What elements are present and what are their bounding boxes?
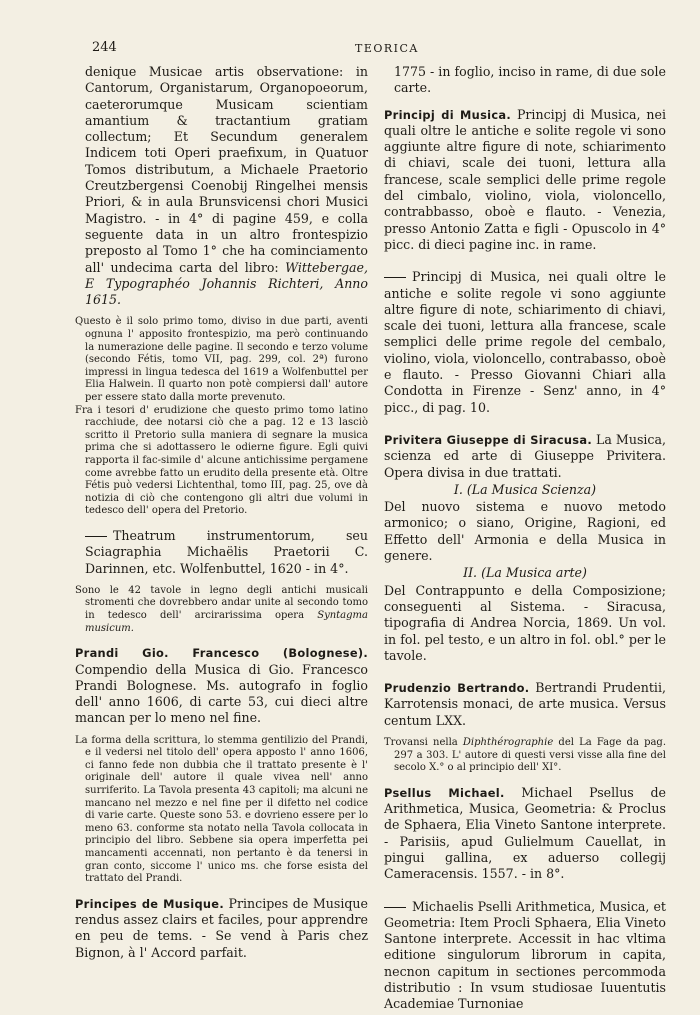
praetorius-entry-text: denique Musicae artis observatione: in Cantorum, Organistarum, Organopoeorum, caeterorumque Musicam scientiam amantium & tractantium gratiam collectum; Et Secundum generalem Indicem toti Operi praefixum, in Quatuor Tomos distributum, a Michaele Praetorio Creutzbergensi Coenobij Ringelhei mensis Priori, & in aula Brunsvicensi chori Musici Magistro. - in 4° di pagine 459, e colla seguente data in un altro frontespizio preposto al Tomo 1° che ha cominciamento all' undecima carta del libro: Wittebergae, E Typographéo Johannis Richteri, Anno 1615. <box>85 64 368 308</box>
principes-entry: Principes de Musique. Principes de Musique rendus assez clairs et faciles, pour apprendre en peu de tems. - Se vend à Paris chez Bignon, à l' Accord parfait. <box>75 895 368 960</box>
entry-heading-privitera: Privitera Giuseppe di Siracusa. <box>384 432 592 447</box>
em-dash-rule <box>384 907 406 908</box>
entry-heading-prandi: Prandi Gio. Francesco (Bolognese). <box>75 646 368 661</box>
footnote-praetorius-2: Fra i tesori d' erudizione che questo primo tomo latino racchiude, dee notarsi ciò che a pag. 12 e 13 lasciò scritto il Pretorio sulla maniera di segnare la musica prima che si adottassero le odierne figure. Egli quivi rapporta il fac-simile d' alcune antichissime pergamene come avrebbe fatto un erudito della presente età. Oltre Fétis può vedersi Lichtenthal, tomo III, pag. 25, ove dà notizia di ciò che contengono gli altri due volumi in tedesco dell' opera del Pretorio. <box>75 404 368 517</box>
footnote-prandi: La forma della scrittura, lo stemma gentilizio del Prandi, e il vedersi nel titolo dell' opera apposto l' anno 1606, ci fanno fede non dubbia che il trattato presente è l' originale dell' autore il quale vivea nell' anno surriferito. La Tavola presenta 43 capitoli; ma alcuni ne mancano nel mezzo e nel fine per il difetto nel codice di varie carte. Queste sono 53. e dovrieno essere per lo meno 63. conforme sta notato nella Tavola collocata in principio del libro. Sebbene sia opera imperfetta pei mancamenti accennati, non pertanto è da tenersi in gran conto, siccome l' unico ms. che forse esista del trattato del Prandi. <box>75 734 368 885</box>
principes-entry-continued: 1775 - in foglio, inciso in rame, di due sole carte. <box>394 64 666 96</box>
footnote-praetorius-1: Questo è il solo primo tomo, diviso in due parti, aventi ognuna l' apposito frontespizio, ma però continuando la numerazione delle pagine. Il secondo e terzo volume (secondo Fétis, tomo VII, pag. 299, col. 2ª) furono impressi in lingua tedesca del 1619 a Wolfenbuttel per Elia Halwein. Il quarto non potè compiersi dall' autore per essere stato dalla morte prevenuto. <box>75 316 368 404</box>
prandi-entry: Prandi Gio. Francesco (Bolognese). Compendio della Musica di Gio. Francesco Prandi Bolognese. Ms. autografo in foglio dell' anno 1606, di carte 53, cui dieci altre mancan per lo meno nel fine. <box>75 646 368 726</box>
running-head: TEORICA <box>355 42 419 55</box>
entry-heading-principes: Principes de Musique. <box>75 896 224 911</box>
principj-entry: Principj di Musica. Principj di Musica, nei quali oltre le antiche e solite regole vi sono aggiunte altre figure di note, schiarimento di chiavi, scale dei tuoni, lettura alla francese, scale semplici delle prime regole del cimbalo, violino, viola, violoncello, contrabbasso, oboè e flauto. - Venezia, presso Antonio Zatta e figli - Opuscolo in 4° picc. di dieci pagine inc. in rame. <box>384 106 667 252</box>
prudenzio-entry: Prudenzio Bertrando. Bertrandi Prudentii, Karrotensis monaci, de arte musica. Versus centum LXX. <box>384 680 666 728</box>
privitera-treatise-2: II. (La Musica arte) <box>463 565 587 581</box>
footnote-theatrum: Sono le 42 tavole in legno degli antichi musicali stromenti che dovrebbero andar unite al secondo tomo in tedesco dell' arcirarissima opera Syntagma musicum. <box>75 584 368 634</box>
page-header <box>90 40 670 60</box>
footnote-block <box>75 316 368 518</box>
footnote-prudenzio: Trovansi nella Diphthérographie del La Fage da pag. 297 a 303. L' autore di questi versi visse alla fine del secolo X.° o al principio dell' XI°. <box>384 736 667 774</box>
privitera-treatise-1: I. (La Musica Scienza) <box>453 481 597 497</box>
privitera-treatise-2-text: Del Contrappunto e della Composizione; conseguenti al Sistema. - Siracusa, tipografia di Andrea Norcia, 1869. Un vol. in fol. pel testo, e un altro in fol. obl.° per le tavole. <box>384 582 666 663</box>
theatrum-entry: Theatrum instrumentorum, seu Sciagraphia Michaëlis Praetorii C. Darinnen, etc. Wolfenbuttel, 1620 - in 4°. <box>85 527 368 576</box>
entry-heading-prudenzio: Prudenzio Bertrando. <box>384 681 530 696</box>
em-dash-rule <box>384 277 406 278</box>
psellus-entry: Psellus Michael. Michael Psellus de Arithmetica, Musica, Geometria: & Proclus de Sphaera, Elia Vineto Santone interprete. - Parisiis, apud Gulielmum Cauellat, in pingui gallina, ex aduerso collegij Cameracensis. 1557. - in 8°. <box>384 784 666 882</box>
em-dash-rule <box>85 536 107 537</box>
left-column <box>75 64 368 961</box>
psellus-entry-2: Michaelis Pselli Arithmetica, Musica, et Geometria: Item Procli Sphaera, Elia Vineto Santone interprete. Accessit in hac vltima editione singulorum librorum in capita, necnon capitum in sectiones percommoda distributio : In vsum studiosae Iuuentutis Academiae Turnoniae <box>384 898 666 1012</box>
right-column <box>384 64 666 1013</box>
entry-heading-principj: Principj di Musica. <box>384 107 512 122</box>
page-number: 244 <box>92 40 117 55</box>
privitera-entry: Privitera Giuseppe di Siracusa. La Musica, scienza ed arte di Giuseppe Privitera. Opera divisa in due trattati. <box>384 431 666 480</box>
principj-entry-2: Principj di Musica, nei quali oltre le antiche e solite regole vi sono aggiunte altre figure di note, schiarimento di chiavi, scale dei tuoni, lettura alla francese, scale semplici delle prime regole del cembalo, violino, viola, violoncello, contrabasso, oboè e flauto. - Presso Giovanni Chiari alla Condotta in Firenze - Senz' anno, in 4° picc., di pag. 10. <box>384 269 666 415</box>
entry-heading-psellus: Psellus Michael. <box>384 785 505 800</box>
privitera-treatise-1-text: Del nuovo sistema e nuovo metodo armonico; o siano, Origine, Ragioni, ed Effetto dell' Armonia e della Musica in genere. <box>384 499 666 564</box>
